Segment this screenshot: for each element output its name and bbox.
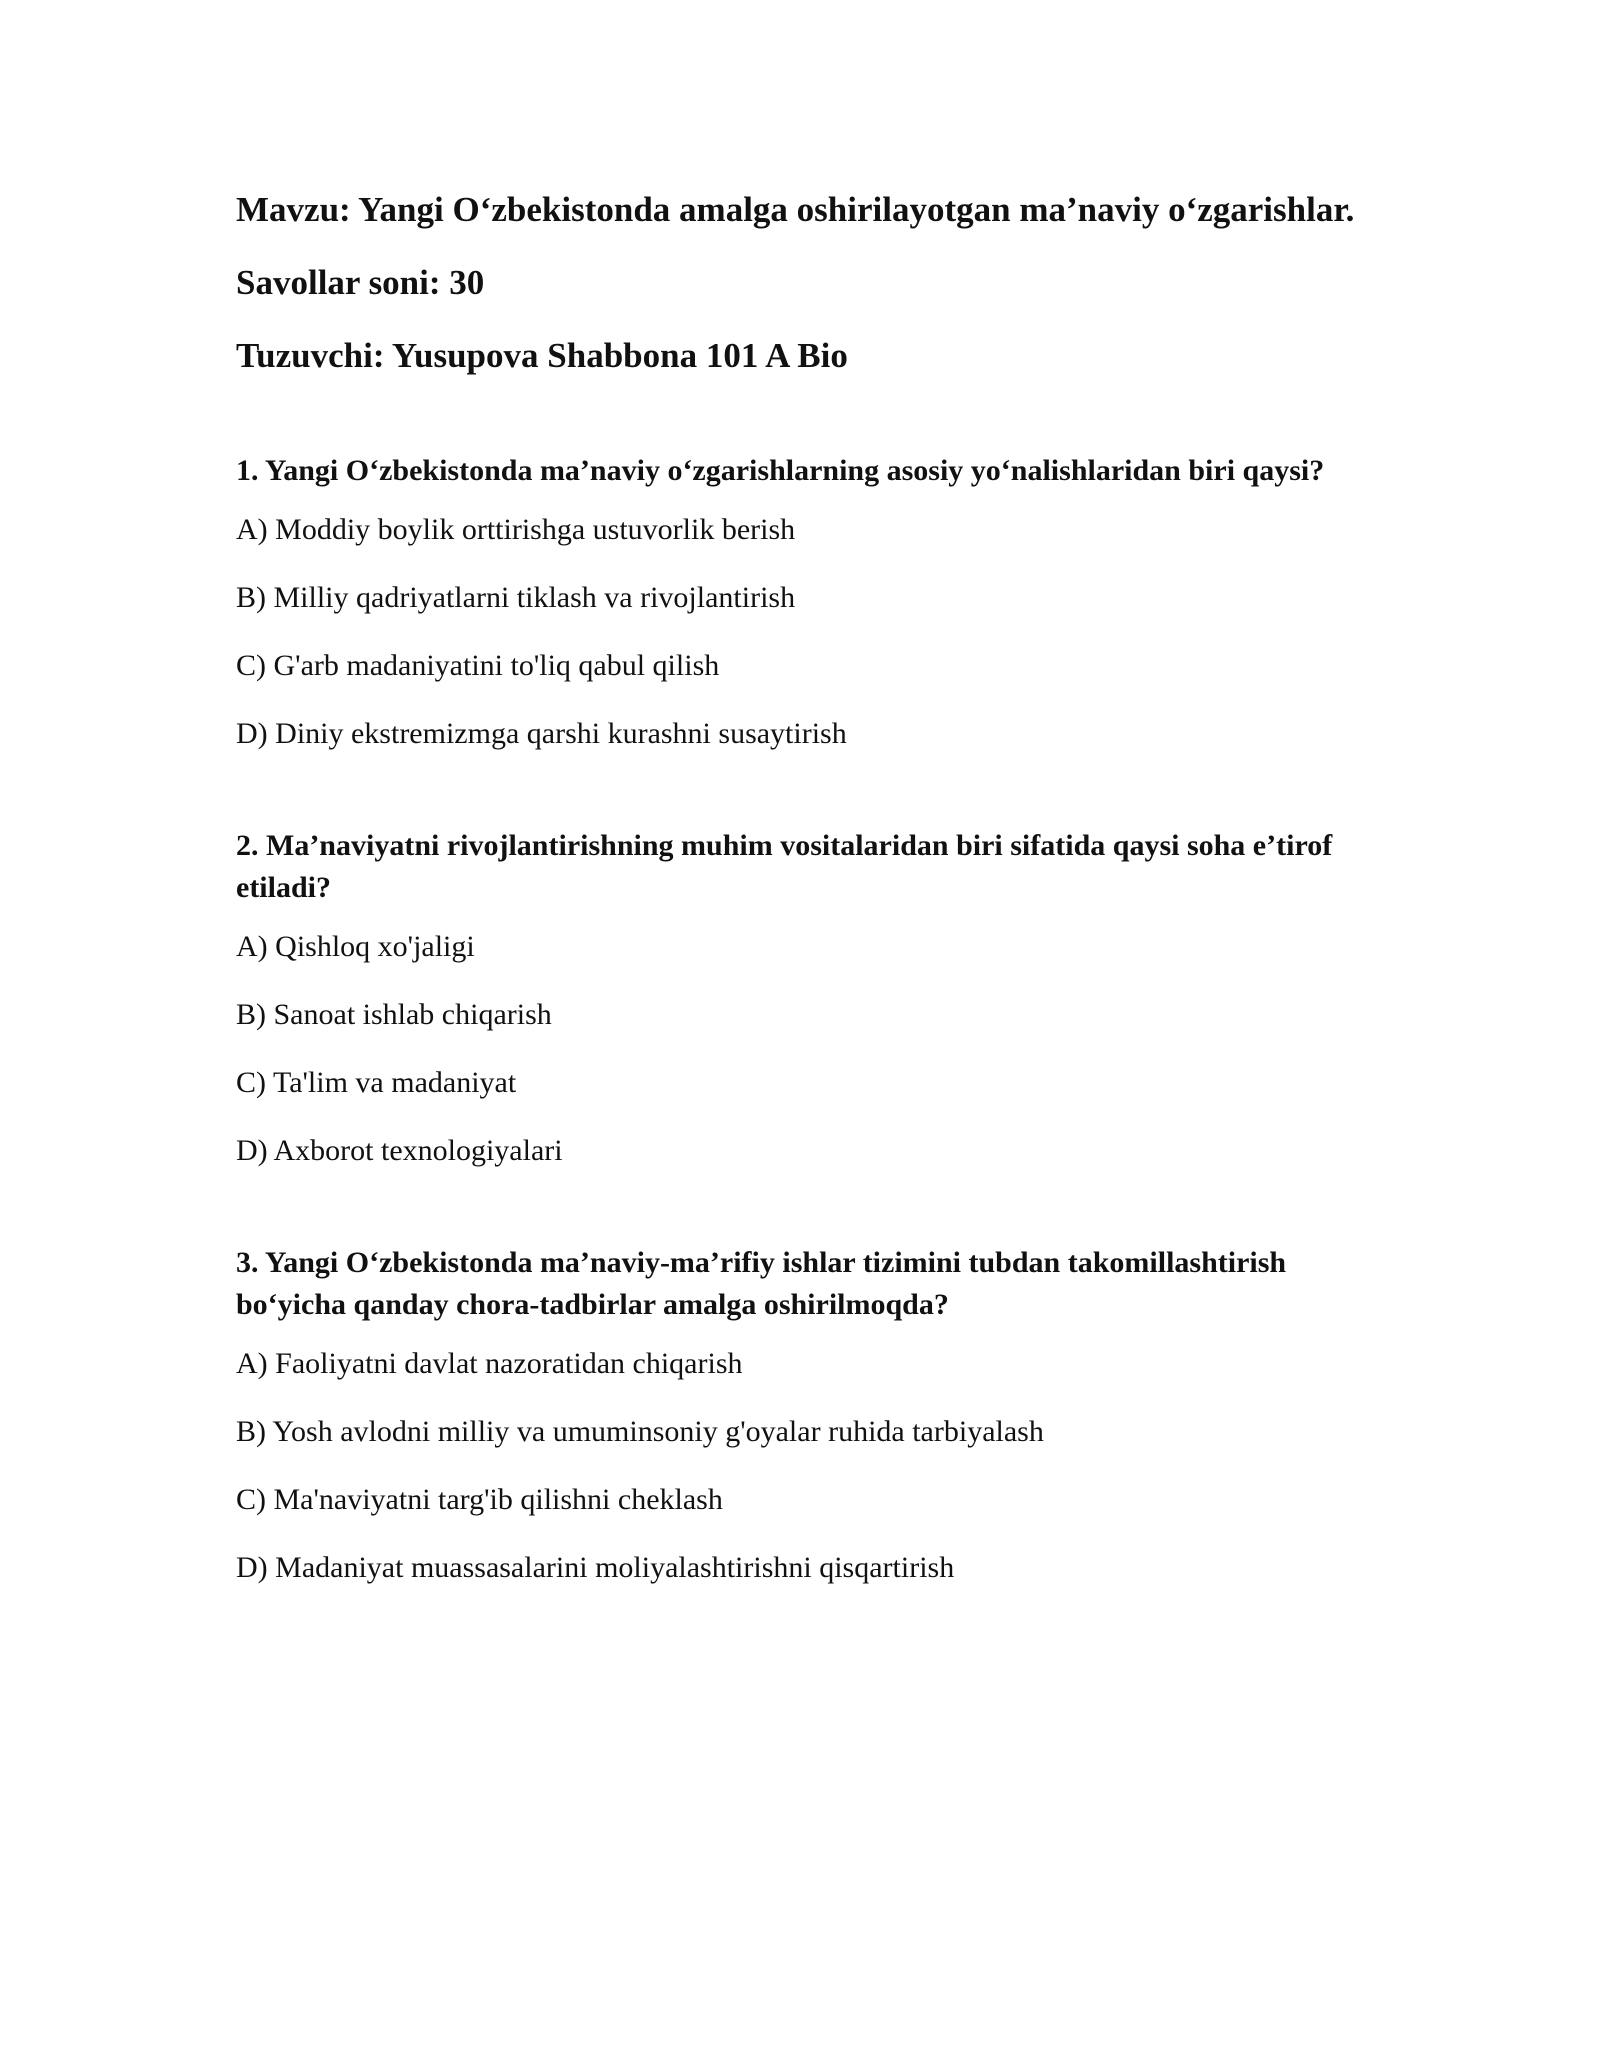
answer-option-c: C) Ta'lim va madaniyat <box>236 1066 517 1099</box>
question-2 <box>236 825 1366 1172</box>
answer-option-a: A) Faoliyatni davlat nazoratidan chiqarish <box>236 1347 743 1380</box>
question-count: Savollar soni: 30 <box>236 263 485 302</box>
question-text: 1. Yangi O‘zbekistonda ma’naviy o‘zgarishlarning asosiy yo‘nalishlaridan biri qaysi? <box>236 454 1325 487</box>
answer-option-a: A) Qishloq xo'jaligi <box>236 930 475 963</box>
answer-option-d: D) Madaniyat muassasalarini moliyalashtirishni qisqartirish <box>236 1551 955 1584</box>
question-1 <box>236 450 1366 755</box>
question-text: 3. Yangi O‘zbekistonda ma’naviy-ma’rifiy ishlar tizimini tubdan takomillashtirish bo‘yicha qanday chora-tadbirlar amalga oshirilmoqda? <box>236 1246 1287 1321</box>
answer-option-d: D) Axborot texnologiyalari <box>236 1134 563 1167</box>
answer-option-b: B) Milliy qadriyatlarni tiklash va rivojlantirish <box>236 581 796 614</box>
document-content <box>236 186 1366 1615</box>
answer-option-d: D) Diniy ekstremizmga qarshi kurashni susaytirish <box>236 717 847 750</box>
question-text: 2. Ma’naviyatni rivojlantirishning muhim vositalaridan biri sifatida qaysi soha e’tirof etiladi? <box>236 829 1333 904</box>
question-3 <box>236 1242 1366 1589</box>
answer-option-b: B) Sanoat ishlab chiqarish <box>236 998 552 1031</box>
answer-option-c: C) G'arb madaniyatini to'liq qabul qilish <box>236 649 720 682</box>
author-line: Tuzuvchi: Yusupova Shabbona 101 A Bio <box>236 336 848 375</box>
answer-option-a: A) Moddiy boylik orttirishga ustuvorlik berish <box>236 513 796 546</box>
answer-option-b: B) Yosh avlodni milliy va umuminsoniy g'oyalar ruhida tarbiyalash <box>236 1415 1044 1448</box>
topic-heading: Mavzu: Yangi O‘zbekistonda amalga oshirilayotgan ma’naviy o‘zgarishlar. <box>236 190 1355 229</box>
answer-option-c: C) Ma'naviyatni targ'ib qilishni cheklash <box>236 1483 723 1516</box>
